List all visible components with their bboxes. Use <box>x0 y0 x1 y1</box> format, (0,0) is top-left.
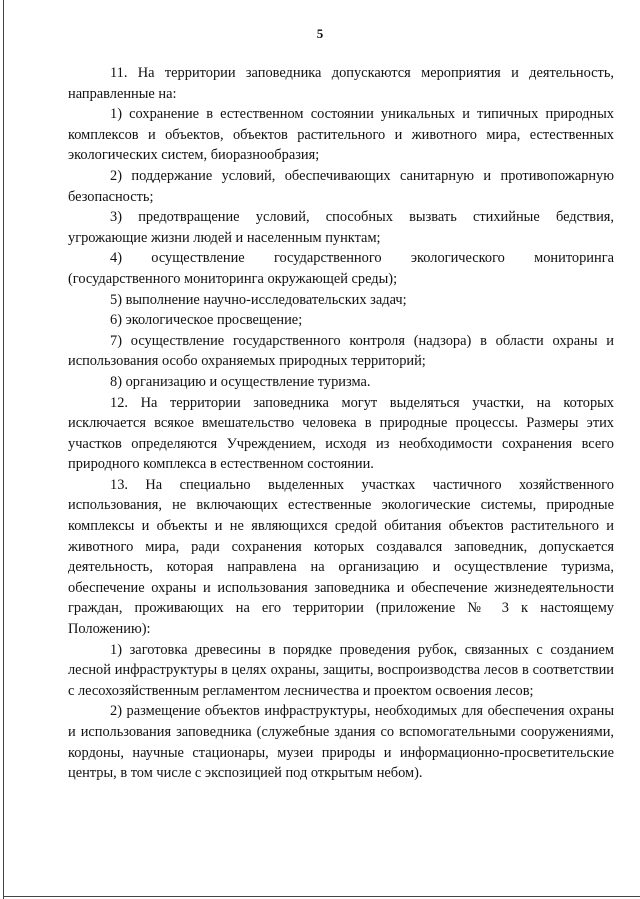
sublist-item-1: 1) заготовка древесины в порядке проведения рубок, связанных с созданием лесной инфраструктуры в целях охраны, защиты, воспроизводства лесов в соответствии с лесохозяйственным регламентом лесничества и проектом освоения лесов; <box>68 641 614 699</box>
document-body <box>68 63 614 784</box>
list-item-5: 5) выполнение научно-исследовательских задач; <box>110 291 407 308</box>
list-item-7: 7) осуществление государственного контроля (надзора) в области охраны и использования особо охраняемых природных территорий; <box>68 332 614 370</box>
list-item-2: 2) поддержание условий, обеспечивающих санитарную и противопожарную безопасность; <box>68 167 614 205</box>
list-item-1: 1) сохранение в естественном состоянии уникальных и типичных природных комплексов и объектов, объектов растительного и животного мира, естественных экологических систем, биоразнообразия; <box>68 106 614 164</box>
list-item-3: 3) предотвращение условий, способных вызвать стихийные бедствия, угрожающие жизни людей и населенным пунктам; <box>68 209 614 246</box>
paragraph-11: 11. На территории заповедника допускаются мероприятия и деятельность, направленные на: <box>68 65 614 102</box>
list-item-8: 8) организацию и осуществление туризма. <box>110 373 371 390</box>
list-item-4: 4) осуществление государственного экологического мониторинга (государственного мониторинга окружающей среды); <box>68 250 614 287</box>
page-number: 5 <box>316 26 324 41</box>
list-item-6: 6) экологическое просвещение; <box>110 312 303 329</box>
paragraph-13: 13. На специально выделенных участках частичного хозяйственного использования, не включающих естественные экологические системы, природные комплексы и объекты и не являющихся средой обитания объектов растительного и животного мира, ради сохранения которых создавался заповедник, допускается деятельность, которая направлена на организацию и осуществление туризма, обеспечение охраны и использования заповедника и обеспечение жизнедеятельности граждан, проживающих на его территории (приложение № 3 к настоящему Положению): <box>68 476 614 638</box>
sublist-item-2: 2) размещение объектов инфраструктуры, необходимых для обеспечения охраны и использования заповедника (служебные здания со вспомогательными сооружениями, кордоны, научные стационары, музеи природы и информационно-просветительские центры, в том числе с экспозицией под открытым небом). <box>68 703 614 782</box>
scan-border-bottom <box>3 896 640 897</box>
paragraph-12: 12. На территории заповедника могут выделяться участки, на которых исключается всякое вмешательство человека в природные процессы. Размеры этих участков определяются Учреждением, исходя из необходимости сохранения всего природного комплекса в естественном состоянии. <box>68 394 614 473</box>
scan-border-left <box>3 0 4 899</box>
